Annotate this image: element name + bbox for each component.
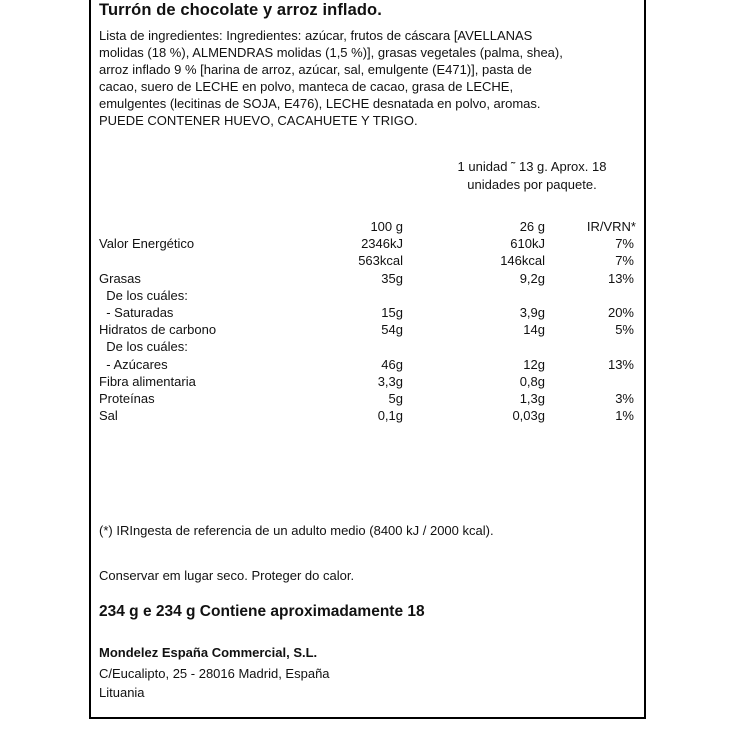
nutrition-row <box>91 374 644 391</box>
nutrient-name: Sal <box>99 408 118 424</box>
ingredients-line: emulgentes (lecitinas de SOJA, E476), LECHE desnatada en polvo, aromas. <box>99 96 541 111</box>
value-reference-intake: 5% <box>615 322 634 338</box>
nutrition-row <box>91 339 644 356</box>
ingredients-line: cacao, suero de LECHE en polvo, manteca de cacao, grasa de LECHE, <box>99 79 514 94</box>
ingredients-line: arroz inflado 9 % [harina de arroz, azúcar, sal, emulgente (E471)], pasta de <box>99 62 532 77</box>
ingredients-line: Lista de ingredientes: Ingredientes: azúcar, frutos de cáscara [AVELLANAS <box>99 28 533 43</box>
nutrition-header-row <box>91 219 644 236</box>
nutrition-row <box>91 288 644 305</box>
storage-instructions: Conservar em lugar seco. Proteger do calor. <box>99 568 355 583</box>
value-per-100g: 3,3g <box>377 373 403 389</box>
value-per-portion: 610kJ <box>510 236 545 252</box>
value-per-100g: 35g <box>381 270 403 286</box>
nutrient-name: De los cuáles: <box>99 287 188 303</box>
country-of-origin: Lituania <box>99 685 145 700</box>
portion-line: unidades por paquete. <box>467 177 597 192</box>
reference-intake-footnote: (*) IRIngesta de referencia de un adulto medio (8400 kJ / 2000 kcal). <box>99 523 494 538</box>
value-reference-intake: 13% <box>607 270 634 286</box>
value-reference-intake: 20% <box>607 304 634 320</box>
header-per-100g: 100 g <box>370 219 403 234</box>
company-name: Mondelez España Commercial, S.L. <box>99 645 318 660</box>
value-per-portion: 146kcal <box>500 253 545 269</box>
nutrition-row <box>91 305 644 322</box>
value-per-100g: 2346kJ <box>361 236 403 252</box>
value-reference-intake: 1% <box>615 408 634 424</box>
value-per-portion: 9,2g <box>519 270 545 286</box>
value-reference-intake: 13% <box>607 356 634 372</box>
nutrition-row <box>91 236 644 253</box>
value-reference-intake: 7% <box>615 236 634 252</box>
nutrient-name: Valor Energético <box>99 236 195 252</box>
ingredients-list <box>99 27 645 129</box>
nutrition-row <box>91 391 644 408</box>
value-reference-intake: 3% <box>615 390 634 406</box>
value-per-portion: 3,9g <box>519 304 545 320</box>
value-per-100g: 15g <box>381 304 403 320</box>
nutrition-table <box>91 219 644 425</box>
nutrient-name: De los cuáles: <box>99 339 188 355</box>
nutrient-name: Proteínas <box>99 390 155 406</box>
value-per-portion: 12g <box>523 356 545 372</box>
portion-info <box>432 158 632 194</box>
product-title: Turrón de chocolate y arroz inflado. <box>99 1 382 19</box>
value-per-100g: 5g <box>388 390 403 406</box>
value-per-100g: 54g <box>381 322 403 338</box>
value-per-100g: 563kcal <box>358 253 403 269</box>
header-per-portion: 26 g <box>519 219 545 234</box>
package-contents: 234 g e 234 g Contiene aproximadamente 18 <box>99 603 425 620</box>
allergen-warning: PUEDE CONTENER HUEVO, CACAHUETE Y TRIGO. <box>99 113 418 128</box>
ingredients-line: molidas (18 %), ALMENDRAS molidas (1,5 %)], grasas vegetales (palma, shea), <box>99 45 563 60</box>
value-per-portion: 1,3g <box>519 390 545 406</box>
value-per-100g: 0,1g <box>377 408 403 424</box>
header-reference-intake: IR/VRN* <box>586 219 636 234</box>
value-per-portion: 0,03g <box>512 408 545 424</box>
company-address: C/Eucalipto, 25 - 28016 Madrid, España <box>99 666 330 681</box>
value-per-portion: 14g <box>523 322 545 338</box>
nutrient-name: - Azúcares <box>99 356 168 372</box>
nutrient-name: Grasas <box>99 270 141 286</box>
nutrient-name: Hidratos de carbono <box>99 322 217 338</box>
nutrition-row <box>91 253 644 270</box>
value-reference-intake: 7% <box>615 253 634 269</box>
value-per-100g: 46g <box>381 356 403 372</box>
nutrition-label <box>89 0 646 719</box>
nutrition-row <box>91 408 644 425</box>
value-per-portion: 0,8g <box>519 373 545 389</box>
portion-line: 1 unidad ˜ 13 g. Aprox. 18 <box>457 159 607 174</box>
nutrient-name: - Saturadas <box>99 304 174 320</box>
nutrition-row <box>91 357 644 374</box>
nutrient-name: Fibra alimentaria <box>99 373 196 389</box>
nutrition-row <box>91 271 644 288</box>
nutrition-row <box>91 322 644 339</box>
